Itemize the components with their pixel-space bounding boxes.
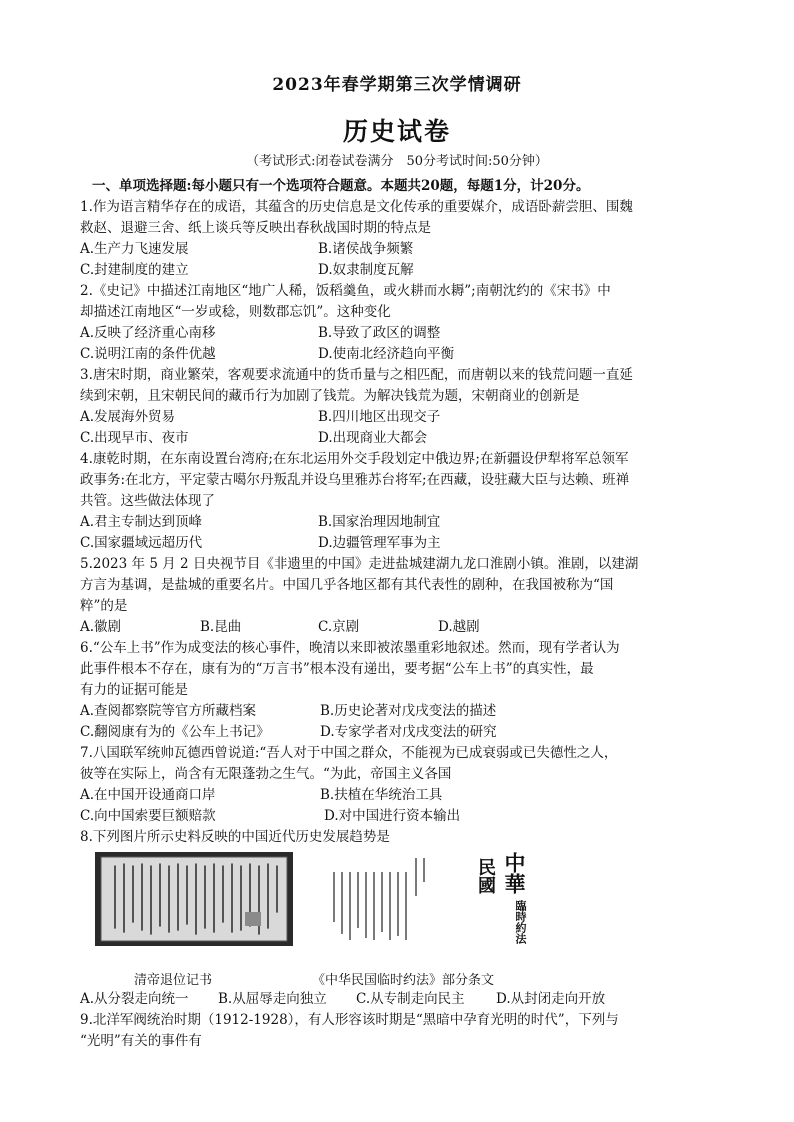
question-6-line-1: 6.“公车上书”作为成变法的核心事件，晚清以来即被浓墨重彩地叙述。然而，现有学者认为	[80, 640, 620, 656]
q3-option-c[interactable]: C.出现早市、夜市	[80, 430, 189, 446]
q1-option-d[interactable]: D.奴隶制度瓦解	[318, 262, 414, 278]
question-1-line-2: 救赵、退避三舍、纸上谈兵等反映出春秋战国时期的特点是	[80, 220, 431, 236]
q8-option-b[interactable]: B.从屈辱走向独立	[218, 991, 327, 1007]
q7-option-c[interactable]: C.向中国索要巨额赔款	[80, 808, 216, 824]
question-5-line-2: 方言为基调，是盐城的重要名片。中国几乎各地区都有其代表性的剧种，在我国被称为“国	[80, 577, 614, 593]
q6-option-a[interactable]: A.查阅都察院等官方所藏档案	[80, 703, 257, 719]
exam-info: （考试形式:闭卷试卷满分 50分考试时间:50分钟）	[246, 154, 548, 169]
provisional-constitution-text-image	[318, 852, 448, 946]
q7-option-b[interactable]: B.扶植在华统治工具	[320, 787, 443, 803]
q5-option-a[interactable]: A.徽剧	[80, 619, 122, 635]
question-9-line-1: 9.北洋军阀统治时期（1912-1928），有人形容该时期是“黑暗中孕育光明的时代”，下列与	[80, 1012, 619, 1028]
q4-option-d[interactable]: D.边疆管理军事为主	[318, 535, 441, 551]
q6-option-b[interactable]: B.历史论著对戊戌变法的描述	[320, 703, 497, 719]
provisional-constitution-cover-image	[468, 852, 548, 946]
q8-option-a[interactable]: A.从分裂走向统一	[80, 991, 189, 1007]
q5-option-b[interactable]: B.昆曲	[200, 619, 242, 635]
question-1-line-1: 1.作为语言精华存在的成语，其蕴含的历史信息是文化传承的重要媒介，成语卧薪尝胆、围魏	[80, 199, 633, 215]
q6-option-d[interactable]: D.专家学者对戊戌变法的研究	[320, 724, 497, 740]
question-5-line-1: 5.2023 年 5 月 2 日央视节目《非遗里的中国》走进盐城建湖九龙口淮剧小镇。淮剧，以建湖	[80, 556, 639, 572]
exam-title: 2023年春学期第三次学情调研	[272, 75, 522, 95]
question-2-line-2: 却描述江南地区“一岁或稔，则数郡忘饥”。这种变化	[80, 304, 391, 320]
q3-option-d[interactable]: D.出现商业大都会	[318, 430, 428, 446]
q2-option-a[interactable]: A.反映了经济重心南移	[80, 325, 216, 341]
q5-option-c[interactable]: C.京剧	[318, 619, 360, 635]
question-4-line-3: 共管。这些做法体现了	[80, 493, 215, 509]
question-6-line-3: 有力的证据可能是	[80, 682, 188, 698]
q6-option-c[interactable]: C.翻阅康有为的《公车上书记》	[80, 724, 270, 740]
q1-option-a[interactable]: A.生产力飞速发展	[80, 241, 189, 257]
q1-option-c[interactable]: C.封建制度的建立	[80, 262, 189, 278]
q5-option-d[interactable]: D.越剧	[438, 619, 480, 635]
q7-option-a[interactable]: A.在中国开设通商口岸	[80, 787, 216, 803]
section-heading: 一、单项选择题:每小题只有一个选项符合题意。本题共20题，每题1分，计20分。	[92, 178, 590, 194]
cover-title-small: 民國	[475, 858, 496, 894]
image-caption-1: 清帝退位记书	[134, 973, 213, 988]
image-caption-2: 《中华民国临时约法》部分条文	[312, 973, 495, 988]
q4-option-b[interactable]: B.国家治理因地制宜	[318, 514, 441, 530]
abdication-edict-image	[95, 852, 293, 946]
q3-option-b[interactable]: B.四川地区出现交子	[318, 409, 441, 425]
question-7-line-1: 7.八国联军统帅瓦德西曾说道:“吾人对于中国之群众，不能视为已成衰弱或已失德性之人，	[80, 745, 618, 761]
q1-option-b[interactable]: B.诸侯战争频繁	[318, 241, 414, 257]
question-4-line-2: 政事务:在北方，平定蒙古噶尔丹叛乱并设乌里雅苏台将军;在西藏，设驻藏大臣与达赖、班禅	[80, 472, 630, 488]
question-3-line-2: 续到宋朝，且宋朝民间的藏币行为加剧了钱荒。为解决钱荒为题，宋朝商业的创新是	[80, 388, 580, 404]
question-2-line-1: 2.《史记》中描述江南地区“地广人稀，饭稻羹鱼，或火耕而水耨”;南朝沈约的《宋书》中	[80, 283, 611, 299]
question-9-line-2: “光明”有关的事件有	[80, 1033, 202, 1049]
cover-title-large: 中華	[502, 852, 527, 894]
q8-option-d[interactable]: D.从封闭走向开放	[496, 991, 606, 1007]
question-6-line-2: 此事件根本不存在，康有为的“万言书”根本没有递出，要考据“公车上书”的真实性，最	[80, 661, 594, 677]
question-5-line-3: 粹”的是	[80, 598, 128, 614]
question-8-line-1: 8.下列图片所示史料反映的中国近代历史发展趋势是	[80, 829, 390, 845]
question-3-line-1: 3.唐宋时期，商业繁荣，客观要求流通中的货币量与之相匹配，而唐朝以来的钱荒问题一直延	[80, 367, 633, 383]
cover-subtitle: 臨時約法	[514, 900, 527, 944]
q8-option-c[interactable]: C.从专制走向民主	[356, 991, 465, 1007]
question-4-line-1: 4.康乾时期，在东南设置台湾府;在东北运用外交手段划定中俄边界;在新疆设伊犁将军总领军	[80, 451, 629, 467]
q2-option-d[interactable]: D.使南北经济趋向平衡	[318, 346, 455, 362]
subject-title: 历史试卷	[342, 117, 451, 146]
question-7-line-2: 彼等在实际上，尚含有无限蓬勃之生气。“为此，帝国主义各国	[80, 766, 452, 782]
q7-option-d[interactable]: D.对中国进行资本输出	[324, 808, 461, 824]
q4-option-c[interactable]: C.国家疆域远超历代	[80, 535, 203, 551]
q2-option-c[interactable]: C.说明江南的条件优越	[80, 346, 216, 362]
q2-option-b[interactable]: B.导致了政区的调整	[318, 325, 441, 341]
q3-option-a[interactable]: A.发展海外贸易	[80, 409, 176, 425]
q4-option-a[interactable]: A.君主专制达到顶峰	[80, 514, 203, 530]
